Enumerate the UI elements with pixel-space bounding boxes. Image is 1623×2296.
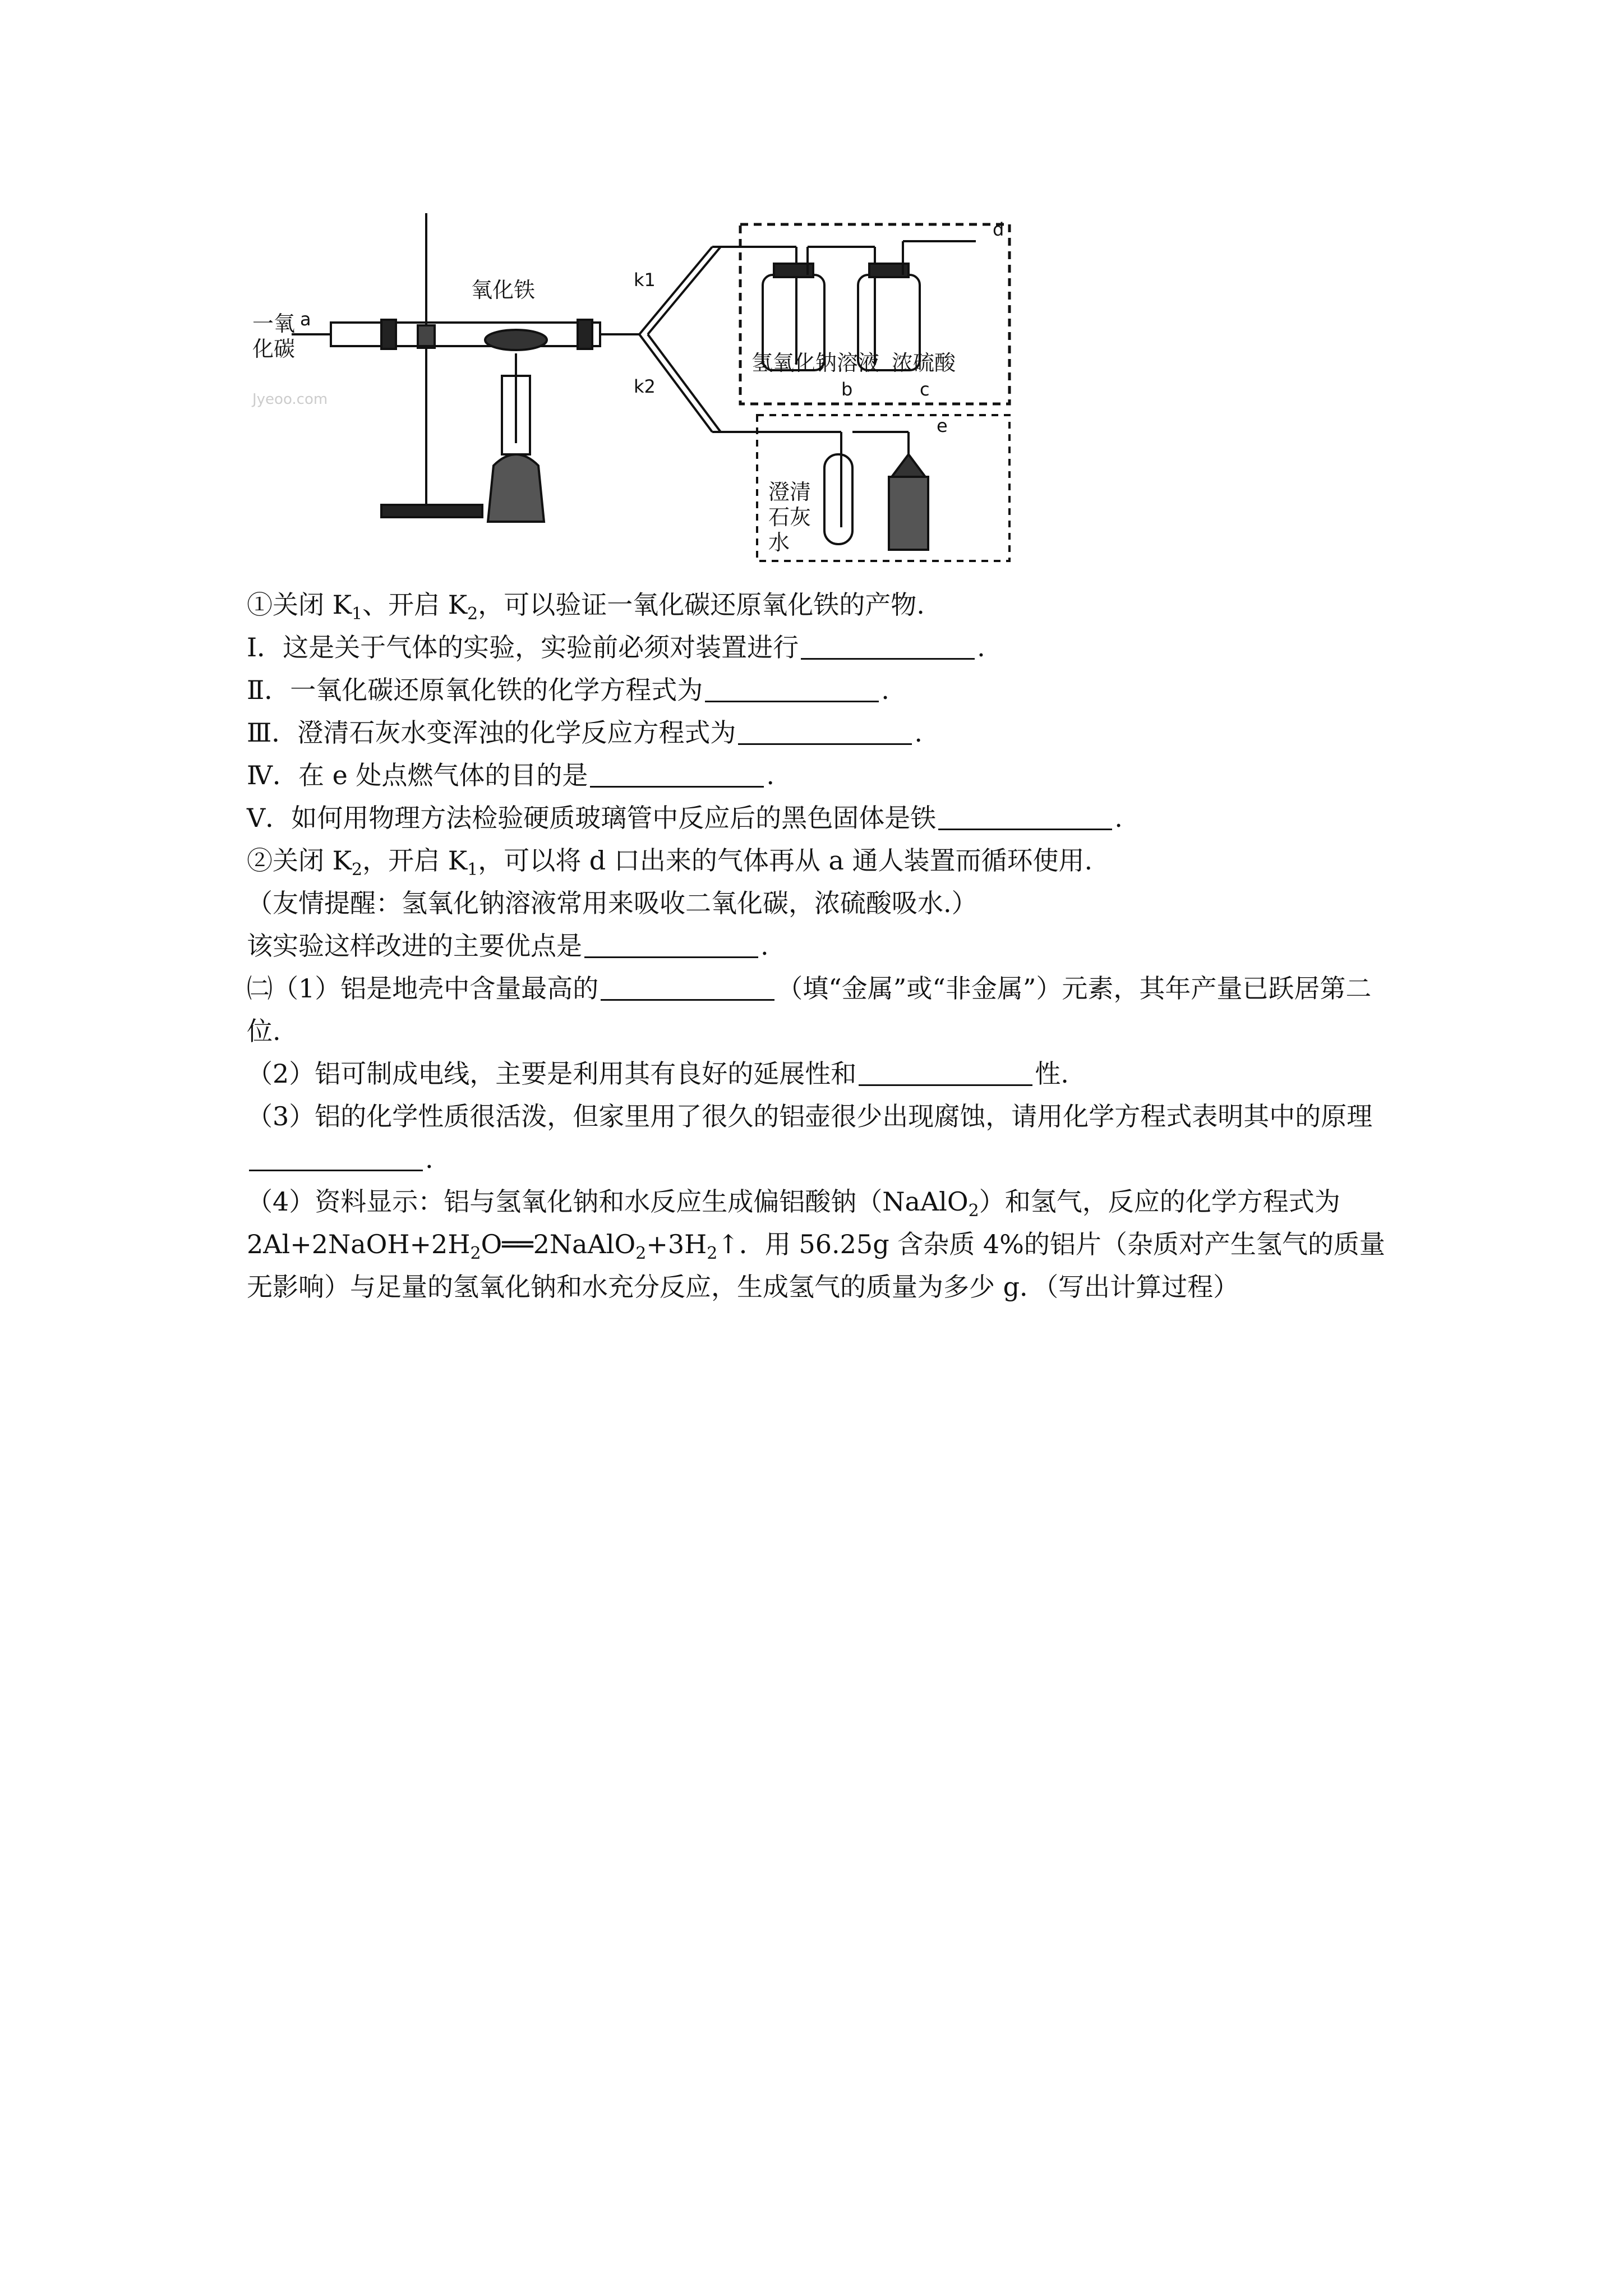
stand-clamp bbox=[418, 325, 435, 348]
section2-p3: （3）铝的化学性质很活泼，但家里用了很久的铝壶很少出现腐蚀，请用化学方程式表明其中的原理. bbox=[247, 1101, 1373, 1174]
answer-blank-advantage[interactable] bbox=[584, 926, 758, 958]
question-i: Ⅰ．这是关于气体的实验，实验前必须对装置进行 . bbox=[247, 626, 1391, 669]
answer-blank-iii[interactable] bbox=[738, 713, 912, 745]
iron-oxide-sample bbox=[485, 330, 547, 350]
q2-line: ②关闭 $K_2$，开启 $K_1$，可以将 d 口出来的气体再从 a 通人装置而循环使用. bbox=[247, 845, 1093, 880]
section2-p1: ㈡（1）铝是地壳中含量最高的 （填“金属”或“非金属”）元素，其年产量已跃居第二位. bbox=[247, 967, 1391, 1052]
question-v: Ⅴ．如何用物理方法检验硬质玻璃管中反应后的黑色固体是铁 . bbox=[247, 797, 1391, 839]
port-a-label: a bbox=[300, 309, 311, 330]
apparatus-diagram bbox=[247, 208, 1032, 567]
question-text bbox=[247, 583, 1391, 1308]
question-iv: Ⅳ．在 e 处点燃气体的目的是 . bbox=[247, 754, 1391, 797]
answer-blank-p2[interactable] bbox=[859, 1054, 1032, 1086]
answer-blank-ii[interactable] bbox=[705, 670, 879, 702]
answer-blank-iv[interactable] bbox=[590, 756, 764, 788]
advantage-line: 该实验这样改进的主要优点是 . bbox=[247, 924, 1391, 967]
section2-p4: （4）资料显示：铝与氢氧化钠和水反应生成偏铝酸钠（NaAlO$_2$）和氢气，反应的化学方程式为 $2Al+2NaOH+2H_2O══2NaAlO_2+3H_2↑$．用 56.25g 含杂质 4%的铝片（杂质对产生氢气的质量无影响）与足量的氢氧化钠和水充分反应，生成氢气的质量为多少 g．（写出计算过程） bbox=[247, 1186, 1385, 1302]
k1-label: k1 bbox=[634, 269, 656, 291]
co-label-2: 化碳 bbox=[252, 337, 296, 361]
stand-base bbox=[381, 505, 482, 517]
co-label-1: 一氧 bbox=[252, 311, 296, 336]
port-d-label: d bbox=[993, 219, 1004, 240]
watermark: Jyeoo.com bbox=[252, 391, 328, 408]
naoh-label: 氢氧化钠溶液 bbox=[751, 351, 880, 375]
h2so4-label: 浓硫酸 bbox=[892, 351, 956, 375]
limewater-label-1: 澄清 bbox=[768, 480, 811, 504]
fe2o3-label: 氧化铁 bbox=[471, 278, 536, 302]
answer-blank-i[interactable] bbox=[801, 628, 975, 660]
limewater-label-3: 水 bbox=[768, 530, 790, 555]
port-e-label: e bbox=[937, 415, 948, 436]
alcohol-lamp bbox=[488, 454, 544, 522]
hint-line: （友情提醒：氢氧化钠溶液常用来吸收二氧化碳，浓硫酸吸水.） bbox=[247, 888, 978, 918]
answer-blank-p3[interactable] bbox=[249, 1139, 423, 1171]
question-iii: Ⅲ．澄清石灰水变浑浊的化学反应方程式为 . bbox=[247, 711, 1391, 754]
answer-blank-v[interactable] bbox=[938, 798, 1112, 830]
question-ii: Ⅱ．一氧化碳还原氧化铁的化学方程式为 . bbox=[247, 669, 1391, 711]
answer-blank-p1[interactable] bbox=[601, 969, 774, 1001]
hard-glass-tube bbox=[331, 323, 600, 346]
k2-label: k2 bbox=[634, 376, 656, 397]
q1-line: ①关闭 $K_1$、开启 $K_2$，可以验证一氧化碳还原氧化铁的产物. bbox=[247, 590, 925, 624]
section2-p2: （2）铝可制成电线，主要是利用其有良好的延展性和 性. bbox=[247, 1052, 1391, 1095]
bottle-b-label: b bbox=[841, 379, 853, 400]
bottle-c-label: c bbox=[920, 379, 930, 400]
burner-e bbox=[889, 477, 928, 550]
limewater-label-2: 石灰 bbox=[768, 505, 811, 530]
limewater-tube bbox=[824, 454, 852, 544]
